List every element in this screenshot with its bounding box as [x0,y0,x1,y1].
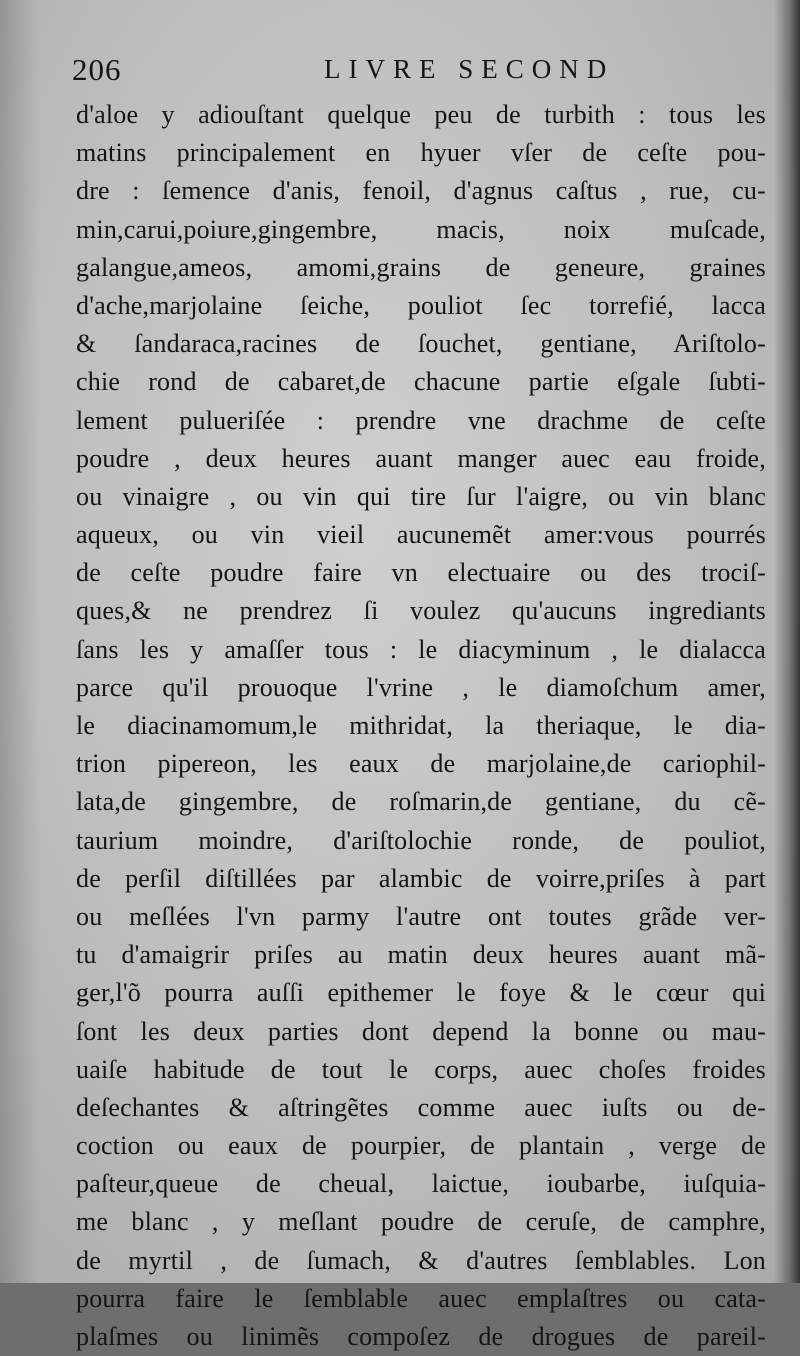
text-line: lata,de gingembre, de roſmarin,de gentiane, du cẽ- [76,787,766,817]
text-line: paſteur,queue de cheual, laictue, ioubarbe, iuſquia- [76,1169,766,1199]
text-line: tu d'amaigrir priſes au matin deux heures auant mã- [76,940,766,970]
text-line: de myrtil , de ſumach, & d'autres ſemblables. Lon [76,1245,766,1275]
text-line: de ceſte poudre faire vn electuaire ou des trociſ- [76,558,766,588]
text-line: dre : ſemence d'anis, fenoil, d'agnus caſtus , rue, cu- [76,176,766,206]
text-line: plaſmes ou linimẽs compoſez de drogues de pareil- [76,1322,766,1351]
text-line: ou vinaigre , ou vin qui tire ſur l'aigre, ou vin blanc [76,481,766,511]
running-head [72,52,772,92]
text-line: uaiſe habitude de tout le corps, auec choſes froides [76,1054,766,1084]
text-body [76,96,766,1356]
text-line: matins principalement en hyuer vſer de ceſte pou- [76,138,766,168]
text-line: parce qu'il prouoque l'vrine , le diamoſchum amer, [76,672,766,702]
text-line: ſont les deux parties dont depend la bonne ou mau- [76,1016,766,1046]
page-number: 206 [72,52,122,87]
text-line: me blanc , y meſlant poudre de ceruſe, de camphre, [76,1207,766,1237]
text-line: ques,& ne prendrez ſi voulez qu'aucuns ingrediants [76,596,766,626]
text-line: le diacinamomum,le mithridat, la theriaque, le dia- [76,711,766,740]
text-line: galangue,ameos, amomi,grains de geneure, graines [76,252,766,282]
text-line: coction ou eaux de pourpier, de plantain , verge de [76,1131,766,1161]
text-line: ger,l'õ pourra auſſi epithemer le foye & le cœur qui [76,978,766,1008]
text-line: de perſil diſtillées par alambic de voirre,priſes à part [76,863,766,893]
text-line: min,carui,poiure,gingembre, macis, noix muſcade, [76,214,766,244]
text-line: poudre , deux heures auant manger auec eau froide, [76,443,766,473]
text-line: d'ache,marjolaine ſeiche, pouliot ſec torrefié, lacca [76,290,766,320]
text-line: pourra faire le ſemblable auec emplaſtres ou cata- [76,1283,766,1313]
text-line: d'aloe y adiouſtant quelque peu de turbith : tous les [76,100,766,129]
text-line: ou meſlées l'vn parmy l'autre ont toutes grãde ver- [76,901,766,931]
text-line: ſans les y amaſſer tous : le diacyminum , le dialacca [76,634,766,664]
text-line: & ſandaraca,racines de ſouchet, gentiane, Ariſtolo- [76,329,766,359]
text-line: chie rond de cabaret,de chacune partie eſgale ſubti- [76,367,766,397]
running-title: LIVRE SECOND [324,54,615,84]
page-gutter-shadow [774,0,800,1283]
page-shadow-left [0,0,40,1283]
text-line: lement pulueriſée : prendre vne drachme de ceſte [76,405,766,435]
text-line: trion pipereon, les eaux de marjolaine,de cariophil- [76,749,766,779]
text-line: aqueux, ou vin vieil aucunemẽt amer:vous pourrés [76,520,766,550]
text-line: taurium moindre, d'ariſtolochie ronde, de pouliot, [76,825,766,855]
text-line: deſechantes & aſtringẽtes comme auec iuſts ou de- [76,1092,766,1122]
